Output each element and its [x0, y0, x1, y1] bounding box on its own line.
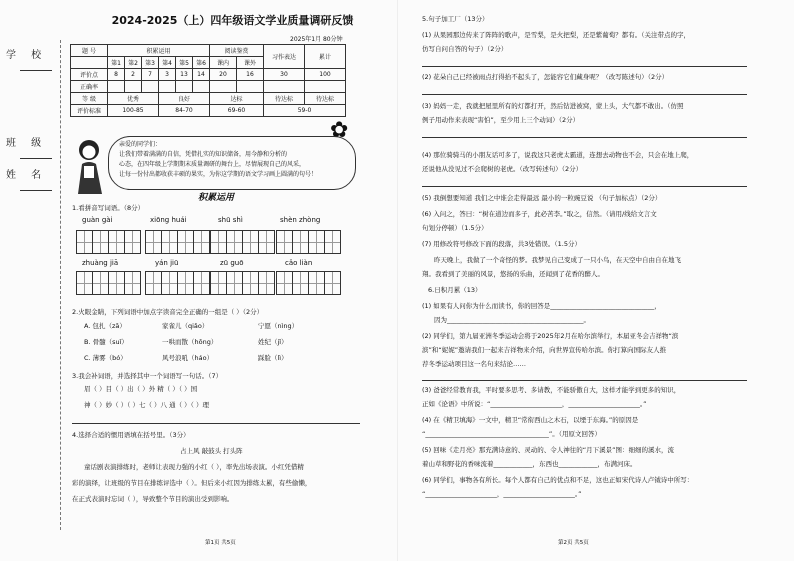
score-cell: 评价点 [71, 69, 108, 81]
question-line: 句划分停顿）（1.5分） [422, 224, 488, 232]
pinyin: cǎo liàn [285, 259, 313, 267]
score-cell: 等 级 [71, 93, 108, 105]
question-line[interactable]: (1) 如果有人问你为什么而读书，你的回答是________________________________， [422, 302, 661, 310]
option-text: 宁愿（nìng） [258, 322, 299, 330]
exam-page-2 [397, 0, 794, 561]
passage-line: 彩的演绎，让班级的节目在排练评选中（ ）。但后来小红因为排练太累，有些偷懒， [72, 479, 312, 487]
score-header: 习作表达 [264, 45, 305, 69]
score-cell: 良好 [159, 93, 210, 105]
score-cell: 2 [125, 69, 142, 81]
page-number: 第2页 共5页 [558, 540, 589, 546]
pinyin: yán jiū [155, 259, 179, 267]
score-cell: 16 [237, 69, 264, 81]
score-cell: 课外 [237, 57, 264, 69]
score-cell: 8 [108, 69, 125, 81]
question-line[interactable]: “______________________，______________________。” [422, 490, 582, 498]
score-entry[interactable] [237, 81, 264, 93]
passage-line: 童话剧表演排练时，老师让表现力强的小红（ ），率先出场表演。小红凭借精 [84, 463, 304, 471]
question-line: 滨”和“妮妮”邀请我们一起来吉祥物来介绍，向世界宣传哈尔滨。你打算向国际友人推 [422, 346, 667, 354]
score-cell: 达标 [210, 93, 264, 105]
score-entry[interactable] [125, 81, 142, 93]
answer-grid[interactable] [145, 271, 209, 295]
score-entry[interactable] [108, 81, 125, 93]
pinyin: guàn gài [82, 216, 113, 224]
option-text: 踩脸（lì） [258, 354, 288, 362]
question-line: (4) 在《精卫填海》一文中，精卫“常衔西山之木石，以堙于东海。”的原因是 [422, 416, 639, 424]
score-cell: 84-70 [159, 105, 210, 117]
score-entry[interactable] [176, 81, 193, 93]
score-cell: 第2 [125, 57, 142, 69]
answer-grid[interactable] [76, 230, 140, 254]
answer-line[interactable] [422, 66, 747, 67]
flower-icon: ✿ [330, 118, 349, 143]
answer-line[interactable] [422, 380, 747, 381]
option-text: B. 骨髓（suǐ） [84, 338, 128, 346]
question-3: 3.我会补词语，并选择其中一个词语写一句话。（7） [72, 372, 223, 380]
question-line: (3) 妈妈一走，我就把屋里所有的灯都打开，然后钻进被窝，蒙上头，大气都不敢出。（仿照 [422, 102, 684, 110]
score-cell: 第3 [142, 57, 159, 69]
pinyin: zū guō [220, 259, 244, 267]
score-cell: 第4 [159, 57, 176, 69]
option-text: 风号浪吼（háo） [162, 354, 214, 362]
exam-date: 2025年1月 80分钟 [290, 36, 343, 43]
score-header: 积累运用 [108, 45, 210, 57]
question-line: (6) 入问之，答曰：“树在道边而多子，此必苦李。”取之，信然。（请用/线给文言文 [422, 210, 657, 218]
fill-blank-row[interactable]: 眉（ ）目（ ）出（ ）外 精（ ）（ ）国 [84, 385, 198, 393]
score-cell: 69-60 [210, 105, 264, 117]
answer-line[interactable] [422, 186, 747, 187]
fill-blank-row[interactable]: 神（ ）妙（ ）（ ）七（ ）八 通（ ）（ ）理 [84, 401, 209, 409]
section-title: 积累运用 [198, 193, 235, 203]
answer-grid[interactable] [210, 271, 274, 295]
greeting-bubble [108, 136, 356, 190]
passage-line[interactable]: 昨天晚上，我做了一个奇怪的梦。我梦见自己变成了一只小鸟，在天空中自由自在地飞 [434, 256, 681, 264]
score-cell: 课内 [210, 57, 237, 69]
question-1: 1.看拼音写词语。（8分） [72, 204, 145, 212]
score-cell: 待达标 [305, 93, 346, 105]
question-line: 仿写自问自答的句子）（2分） [422, 45, 508, 53]
question-line: (7) 用修改符号修改下面的段落，共3处错误。（1.5分） [422, 240, 581, 248]
question-line: 还说他从没见过不会爬树的老虎。（改写转述句）（2分） [422, 165, 583, 173]
score-header: 题 号 [71, 45, 108, 57]
score-cell: 优秀 [108, 93, 159, 105]
score-table [70, 44, 346, 117]
question-line: 例子用动作来表现“害怕”，至少用上三个动词）（2分） [422, 116, 580, 124]
score-cell: 100-85 [108, 105, 159, 117]
binding-line [60, 40, 61, 530]
class-field[interactable] [20, 158, 52, 159]
score-entry[interactable] [142, 81, 159, 93]
option-text: 一哄而散（hōng） [162, 338, 218, 346]
question-5: 5.句子加工厂（13分） [422, 15, 489, 23]
option-text: 家雀儿（qiǎo） [162, 322, 209, 330]
name-field[interactable] [20, 190, 52, 191]
score-cell: 100 [305, 69, 346, 81]
score-cell: 第6 [193, 57, 210, 69]
question-line[interactable]: 着山草和野花的香味流着____________，东西也____________，布满河床。 [422, 460, 637, 468]
school-label: 学 校 [6, 50, 48, 61]
score-cell: 评价标准 [71, 105, 108, 117]
question-2: 2.火眼金睛，下列词语中加点字读音完全正确的一组是（ ）（2分） [72, 308, 264, 316]
score-entry[interactable] [159, 81, 176, 93]
score-entry[interactable] [193, 81, 210, 93]
question-line: 荐冬季运动项目这一名句来结论…… [422, 360, 526, 368]
passage-line[interactable]: 翔。我看到了美丽的风景，悠扬的乐曲，还闻到了花香的醉人。 [422, 270, 604, 278]
page-number: 第1页 共5页 [205, 540, 236, 546]
answer-grid[interactable] [76, 271, 140, 295]
score-cell: 待达标 [264, 93, 305, 105]
question-line: (5) 回味《走月亮》那充满诗意的、灵动的、令人神往的“月下溪景”图：细细的溪水，流 [422, 446, 675, 454]
greeting-line: 心态，在四年级上学期期末质量调研的舞台上，尽情展现自己的风采， [119, 161, 306, 168]
question-line[interactable]: 正如《论语》中所说：“______________________，______________________。” [422, 400, 647, 408]
score-cell: 30 [264, 69, 305, 81]
page-title: 2024-2025（上）四年级语文学业质量调研反馈 [111, 14, 354, 27]
class-label: 班 级 [6, 138, 48, 149]
greeting-line: 亲爱的同学们： [119, 141, 162, 148]
choice-list: 占上风 敲鼓头 打头阵 [180, 447, 243, 455]
score-cell: 第1 [108, 57, 125, 69]
answer-grid[interactable] [210, 230, 274, 254]
score-cell: 14 [193, 69, 210, 81]
question-line: (2) 花朵自己已经被雨点打得抬不起头了，怎能容它们藏身呢？（改写陈述句）（2分） [422, 73, 669, 81]
answer-grid[interactable] [145, 230, 209, 254]
score-header: 阅读鉴赏 [210, 45, 264, 57]
greeting-line: 让每一份付出都收获丰硕的果实，为你这学期的语文学习画上圆满的句号！ [119, 171, 318, 178]
passage-line: 在正式表演时忘词（ ），导致整个节目的演出受到影响。 [72, 495, 234, 503]
question-6: 6.日积月累（13） [428, 286, 482, 294]
answer-line[interactable] [422, 137, 747, 138]
question-line: (3) 爸爸经常教育我，平时要多思考、多请教，不能骄傲自大，这样才能学到更多的知识， [422, 386, 681, 394]
pinyin: xiōng huái [150, 216, 187, 224]
pinyin: zhuàng jiā [82, 259, 119, 267]
student-info-sidebar [0, 30, 58, 550]
score-cell: 第5 [176, 57, 193, 69]
score-entry[interactable] [264, 81, 305, 93]
teacher-illustration [70, 136, 108, 194]
question-line: (6) 同学们，事物各有所长。每个人都有自己的优点和不足，这也正如宋代诗人卢钺诗中所写： [422, 476, 694, 484]
answer-grid[interactable] [276, 230, 340, 254]
answer-line[interactable] [422, 94, 747, 95]
option-text: C. 薄雾（bó） [84, 354, 127, 362]
pinyin: shèn zhòng [280, 216, 321, 224]
score-entry[interactable] [305, 81, 346, 93]
answer-grid[interactable] [276, 271, 340, 295]
score-cell: 正确率 [71, 81, 108, 93]
score-cell: 20 [210, 69, 237, 81]
score-cell: 3 [159, 69, 176, 81]
pinyin: shū shì [218, 216, 243, 224]
question-line: (4) 那位骑骑马的小朋友话可多了，说我这只老虎太霸道，连想去动物也不会，只会在地上爬， [422, 151, 694, 159]
question-4: 4.选择合适的惯用语填在括号里。（3分） [72, 431, 190, 439]
option-text: A. 包扎（zā） [84, 322, 126, 330]
question-line[interactable]: 因为__________________________________________。 [434, 316, 590, 324]
question-line: (2) 同学们，第九届亚洲冬季运动会将于2025年2月在哈尔滨举行，本届亚冬会吉祥物“滨 [422, 332, 679, 340]
question-line[interactable]: “______________________________________”。（用原文回答） [422, 430, 601, 438]
answer-line[interactable] [72, 423, 360, 424]
score-entry[interactable] [210, 81, 237, 93]
question-line: (1) 从果园那边传来了阵阵的歌声，是雪梨，是火把梨，还是紫葡萄？都有。（关注带点的字， [422, 31, 691, 39]
option-text: 姓纪（jǐ） [258, 338, 288, 346]
school-field[interactable] [20, 70, 52, 71]
score-cell: 13 [176, 69, 193, 81]
greeting-line: 让我们带着满满的自信，凭借扎实的知识储备，用今静和分析的 [119, 151, 288, 158]
score-cell: 59-0 [264, 105, 346, 117]
score-header: 累计 [305, 45, 346, 69]
name-label: 姓 名 [6, 170, 48, 181]
question-line: (5) 我倒想要知道 我们之中谁会走得最远 最小的一粒豌豆说 （句子加标点）（2分） [422, 194, 662, 202]
score-cell: 7 [142, 69, 159, 81]
